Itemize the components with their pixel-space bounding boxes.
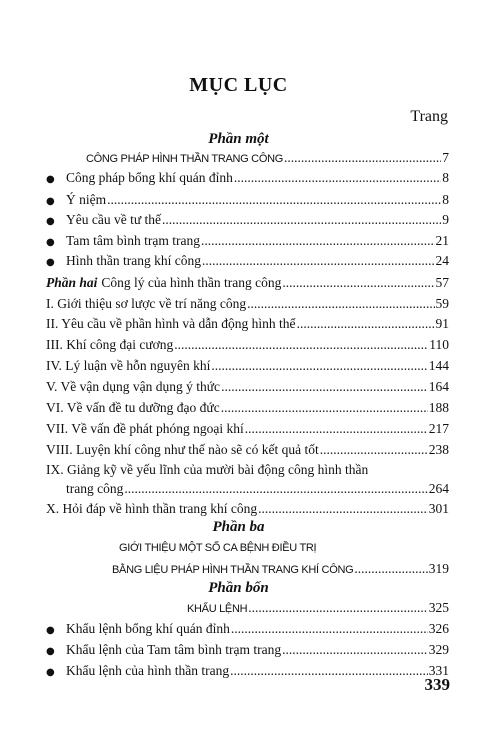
entry-page: 7	[442, 150, 449, 165]
bullet-icon: ●	[46, 196, 55, 207]
bullet-icon: ●	[46, 237, 55, 248]
entry-label: I. Giới thiệu sơ lược về trí năng công	[46, 296, 247, 311]
entry-page: 331	[428, 663, 449, 678]
entry-page: 238	[428, 442, 449, 457]
toc-entry-multiline	[46, 462, 449, 478]
leader-dots	[247, 296, 434, 312]
toc-entry	[86, 150, 449, 167]
entry-page: 21	[435, 233, 449, 248]
leader-dots	[230, 663, 428, 679]
leader-dots	[282, 275, 434, 291]
toc-heading: MỤC LỤC	[189, 74, 288, 96]
leader-dots	[320, 442, 428, 458]
entry-label: II. Yêu cầu về phần hình và dẫn động hình thể	[46, 316, 296, 331]
bullet-icon: ●	[46, 216, 55, 227]
toc-entry	[66, 642, 449, 658]
toc-entry	[66, 192, 449, 208]
toc-entry	[46, 379, 449, 395]
leader-dots	[221, 400, 428, 416]
toc-entry	[46, 316, 449, 332]
toc-entry	[46, 501, 449, 517]
entry-page: 319	[428, 561, 449, 576]
entry-label: Khẩu lệnh của hình thần trang	[66, 663, 230, 678]
leader-dots	[221, 379, 428, 395]
toc-entry	[66, 170, 449, 186]
toc-entry	[66, 663, 449, 679]
entry-page: 188	[428, 400, 449, 415]
entry-label: GIỚI THIỆU MỘT SỐ CA BỆNH ĐIỀU TRỊ	[119, 542, 317, 554]
toc-entry	[66, 481, 449, 497]
toc-entry	[187, 600, 449, 617]
entry-label: KHẨU LỆNH	[187, 603, 248, 615]
entry-page: 59	[435, 296, 449, 311]
leader-dots	[202, 253, 435, 269]
part1-title: Phần một	[208, 131, 269, 147]
toc-entry	[46, 400, 449, 416]
toc-entry	[46, 275, 449, 291]
entry-label: IX. Giảng kỹ về yếu lĩnh của mười bài động công hình thần	[46, 462, 369, 477]
entry-label-continuation: BẰNG LIỆU PHÁP HÌNH THẦN TRANG KHÍ CÔNG	[112, 564, 354, 576]
page-column-label: Trang	[410, 108, 448, 125]
entry-label: Công pháp bổng khí quán đỉnh	[66, 170, 233, 185]
toc-entry	[46, 296, 449, 312]
entry-label: V. Về vận dụng vận dụng ý thức	[46, 379, 221, 394]
bullet-icon: ●	[46, 646, 55, 657]
part2-title: Phần hai	[46, 275, 98, 290]
part4-title: Phần bốn	[208, 580, 269, 596]
bullet-icon: ●	[46, 667, 55, 678]
toc-entry	[46, 358, 449, 374]
entry-label: III. Khí công đại cương	[46, 337, 174, 352]
toc-entry	[66, 212, 449, 228]
entry-label: Yêu cầu về tư thế	[66, 212, 162, 227]
bullet-icon: ●	[46, 625, 55, 636]
entry-page: 217	[428, 421, 449, 436]
entry-page: 91	[435, 316, 449, 331]
entry-label: Hình thần trang khí công	[66, 253, 201, 268]
entry-label: Ý niệm	[66, 192, 107, 207]
leader-dots	[284, 150, 441, 166]
leader-dots	[231, 621, 428, 637]
entry-page: 24	[435, 253, 449, 268]
leader-dots	[107, 192, 441, 208]
entry-page: 9	[442, 212, 449, 227]
page-number: 339	[424, 675, 450, 694]
entry-page: 110	[429, 337, 449, 352]
entry-label: VI. Về vấn đề tu dưỡng đạo đức	[46, 400, 220, 415]
entry-page: 329	[428, 642, 449, 657]
entry-label-continuation: trang công	[66, 481, 124, 496]
toc-entry	[112, 561, 449, 578]
entry-page: 301	[428, 501, 449, 516]
toc-entry	[119, 540, 449, 556]
entry-page: 164	[428, 379, 449, 394]
entry-label: Khẩu lệnh bổng khí quán đỉnh	[66, 621, 230, 636]
entry-page: 326	[428, 621, 449, 636]
entry-page: 144	[428, 358, 449, 373]
toc-entry	[66, 233, 449, 249]
leader-dots	[354, 561, 427, 577]
entry-page: 8	[442, 170, 449, 185]
entry-label: Công lý của hình thần trang công	[101, 275, 282, 290]
entry-label: X. Hỏi đáp về hình thần trang khí công	[46, 501, 258, 516]
entry-label: Khẩu lệnh của Tam tâm bình trạm trang	[66, 642, 282, 657]
leader-dots	[201, 233, 434, 249]
bullet-icon: ●	[46, 174, 55, 185]
entry-label: VII. Về vấn đề phát phóng ngoại khí	[46, 421, 244, 436]
toc-entry	[46, 421, 449, 437]
entry-label: Tam tâm bình trạm trang	[66, 233, 201, 248]
part3-title: Phần ba	[212, 519, 265, 535]
leader-dots	[297, 316, 435, 332]
leader-dots	[245, 421, 428, 437]
toc-entry	[66, 621, 449, 637]
entry-page: 57	[435, 275, 449, 290]
entry-label: CÔNG PHÁP HÌNH THẦN TRANG CÔNG	[86, 153, 283, 165]
leader-dots	[248, 600, 427, 616]
toc-entry	[66, 253, 449, 269]
leader-dots	[211, 358, 427, 374]
entry-label: VIII. Luyện khí công như thế nào sẽ có kết quả tốt	[46, 442, 319, 457]
toc-entry	[46, 442, 449, 458]
leader-dots	[258, 501, 428, 517]
toc-entry	[46, 337, 449, 353]
leader-dots	[174, 337, 428, 353]
entry-page: 8	[442, 192, 449, 207]
leader-dots	[234, 170, 441, 186]
entry-page: 264	[428, 481, 449, 496]
leader-dots	[162, 212, 441, 228]
leader-dots	[124, 481, 427, 497]
bullet-icon: ●	[46, 257, 55, 268]
entry-label: IV. Lý luận về hỗn nguyên khí	[46, 358, 211, 373]
entry-page: 325	[428, 600, 449, 615]
leader-dots	[282, 642, 428, 658]
